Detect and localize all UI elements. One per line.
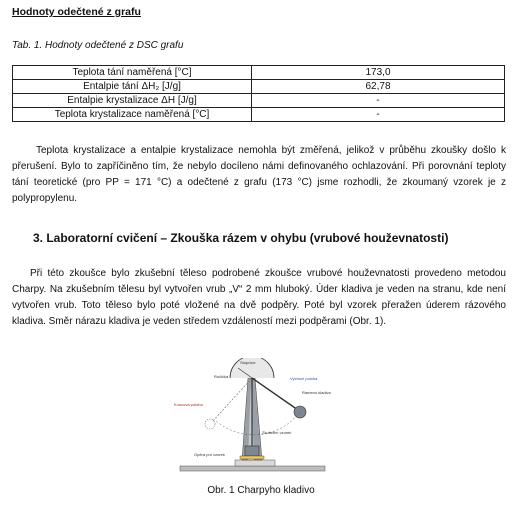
hammer-arm [252,378,298,410]
paragraph-dsc-result: Teplota krystalizace a entalpie krystalizace nemohla být změřená, jelikož v průběhu zkoušky došlo k přerušení. Bylo to zapříčiněno tím, že nebylo docíleno námi definovaného ochlazování. Při porovnání teploty tání teoretické (pro PP = 171 °C) a odečtené z grafu (173 °C) jsme rozhodli, že zkoumaný vzorek je z polypropylenu. [12,145,506,204]
table-caption: Tab. 1. Hodnoty odečtené z DSC grafu [12,40,184,51]
label-opera-pro-vzorek: Opěra pro vzorek [194,452,225,457]
section-heading: Hodnoty odečtené z grafu [12,6,141,18]
table-cell-value: 173,0 [252,66,505,80]
label-rameno-kladiva: Rameno kladiva [302,390,331,395]
label-vychozi-poloha: Výchozí poloha [290,376,318,381]
chapter-heading: 3. Laboratorní cvičení – Zkouška rázem v ohybu (vrubové houževnatosti) [33,231,449,245]
figure-caption: Obr. 1 Charpyho kladivo [207,485,315,496]
machine-base [180,466,325,471]
table-row [13,94,505,108]
label-stupnice: Stupnice [240,360,256,365]
table-cell-label: Entalpie tání ΔH₂ [J/g] [13,80,252,94]
table-cell-label: Entalpie krystalizace ΔH [J/g] [13,94,252,108]
pendulum-hammer [245,446,259,456]
table-cell-value: 62,78 [252,80,505,94]
table-row [13,66,505,80]
table-row [13,80,505,94]
table-cell-value: - [252,94,505,108]
table-cell-label: Teplota tání naměřená [°C] [13,66,252,80]
charpy-pendulum-drawing [160,358,342,478]
label-koncova-poloha: Koncová poloha [174,402,203,407]
table-cell-value: - [252,108,505,122]
paragraph-charpy-method: Při této zkoušce bylo zkušební těleso podrobené zkoušce vrubové houževnatosti provedeno metodou Charpy. Na zkušebním tělesu byl vytvořen vrub „V“ 2 mm hluboký. Úder kladiva je veden na stranu, kde není vytvořen vrub. Toto těleso bylo poté vložené na dvě podpěry. Poté byl vzorek přeražen úderem rázového kladiva. Směr nárazu kladiva je veden středem vzdáleností mezi podpěrami (Obr. 1). [12,268,506,327]
specimen-bar [240,456,264,459]
label-rucicka: Ručička [214,374,229,379]
table-row [13,108,505,122]
values-table [12,65,505,122]
label-zkusebni-vzorek: Zkušební vzorek [262,430,292,435]
table-cell-label: Teplota krystalizace naměřená [°C] [13,108,252,122]
charpy-pendulum-figure [160,358,342,478]
anvil-block [235,460,275,466]
